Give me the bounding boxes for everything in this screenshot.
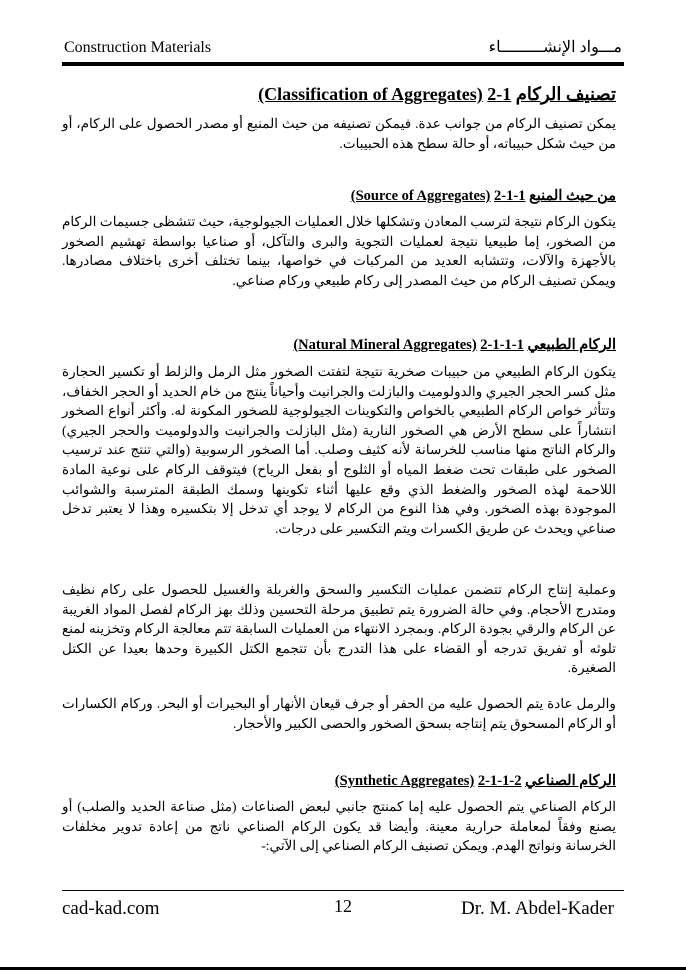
heading-arabic: من حيث المنبع (529, 188, 616, 204)
page-header (62, 34, 624, 62)
paragraph-synthetic: الركام الصناعي يتم الحصول عليه إما كمنتج جانبي لبعض الصناعات (مثل صناعة الحديد والصلب) أو يصنع وفقاً لمعاملة حرارية معينة. وأيضا قد يكون الركام الصناعي ناتج من إعادة تدوير مخلفات الخرسانة ونواتج الهدم. ويمكن تصنيف الركام الصناعي إلى الآتي:- (62, 799, 616, 854)
heading-arabic: الركام الصناعي (525, 773, 616, 789)
heading-arabic: الركام الطبيعي (527, 337, 616, 353)
footer-website: cad-kad.com (62, 898, 160, 919)
heading-number: 1-2 (487, 84, 512, 104)
heading-english: (Classification of Aggregates) (258, 84, 483, 104)
section-heading-natural (293, 337, 616, 354)
section-heading-source (351, 188, 616, 205)
paragraph-natural-1: يتكون الركام الطبيعي من حبيبات صخرية نتيجة لتفتت الصخور مثل الرمل والزلط أو تكسير الحجارة مثل كسر الحجر الجيري والدولوميت والبازلت والجرانيت وأحياناً ينتج من خام الحديد أو الحجر الخفاف، وتتأثر خواص الركام الطبيعي بالخواص والتكوينات الجيولوجية للصخور المكونة له. وأكثر أنواع الصخور انتشاراً على سطح الأرض هي الصخور النارية (مثل البازلت والجرانيت والدولوميت والحجر الجيري) والركام الناتج منها مناسب للخرسانة لأنه كثيف وصلب. أما الصخور الرسوبية (والتي تنتج عند ترسيب الصخور على طبقات تحت ضغط المياه أو الثلوج أو بفعل الرياح) فيتوقف الركام على نوعية المادة اللاحمة لهذه الصخور والضغط الذي وقع عليها أثناء تكوينها وسمك الطبقة المترسبة والشوائب الموجودة بهذه الصخور. وفي هذا النوع من الركام لا يوجد أي تدخل إلا بتكسيره وهذا لا يعتبر تدخل صناعي ويحدث عن طريق الكسرات ويتم التكسير على درجات. (62, 364, 616, 536)
paragraph-natural-3: والرمل عادة يتم الحصول عليه من الحفر أو جرف قيعان الأنهار أو البحيرات أو البحر. وركام الكسارات أو الركام المسحوق يتم إنتاجه بسحق الصخور والحصى الكبير والأحجار. (62, 696, 616, 731)
header-course-title: Construction Materials (64, 39, 212, 56)
section-heading-classification (258, 84, 616, 105)
header-rule (62, 62, 624, 66)
paragraph-natural-2: وعملية إنتاج الركام تتضمن عمليات التكسير والسحق والغربلة والغسيل للحصول على ركام نظيف ومتدرج الأحجام. وفي حالة الضرورة يتم تطبيق مرحلة التحسين وذلك بهز الركام لفصل المواد الغريبة عن الركام والرقي بجودة الركام. وبمجرد الانتهاء من العمليات السابقة تتم معالجة الركام وتخزينه لمنع تلوثه أو تفريق تدرجه أو القضاء على هذا التدرج بأن تتجمع الكتل الكبيرة وحدها بعيدا عن الكتل الصغيرة. (62, 582, 616, 676)
heading-english: (Natural Mineral Aggregates) (293, 337, 477, 353)
heading-number: 2-1-1-2 (477, 773, 522, 789)
footer-author: Dr. M. Abdel-Kader (460, 898, 614, 919)
heading-arabic: تصنيف الركام (515, 84, 616, 104)
page-number: 12 (334, 896, 352, 916)
heading-english: (Source of Aggregates) (350, 188, 491, 204)
paragraph-source: يتكون الركام نتيجة لترسب المعادن وتشكلها خلال العمليات الجيولوجية، حيث تتشظى جسيمات الركام من الصخور، إما طبيعيا نتيجة لعمليات التجوية والبرى والتآكل، أو صناعيا بواسطة تهشيم الصخور بالأجهزة والآلات، وتتشابه العديد من المركبات في خواصها، بينما تختلف أخرى باختلاف مصادرها. ويمكن تصنيف الركام من حيث المصدر إلى ركام طبيعي وركام صناعي. (62, 214, 616, 288)
heading-number: 1-1-2 (494, 188, 526, 204)
footer-rule (62, 890, 624, 891)
heading-english: (Synthetic Aggregates) (334, 773, 475, 789)
section-heading-synthetic (335, 773, 616, 790)
header-arabic-title: مـــواد الإنشـــــــــاء (488, 39, 622, 56)
paragraph-classification: يمكن تصنيف الركام من جوانب عدة. فيمكن تصنيفه من حيث المنبع أو مصدر الحصول على الركام، أو من حيث شكل حبيباته، أو حالة سطح هذه الحبيبات. (62, 116, 616, 151)
heading-number: 1-1-1-2 (480, 337, 524, 353)
